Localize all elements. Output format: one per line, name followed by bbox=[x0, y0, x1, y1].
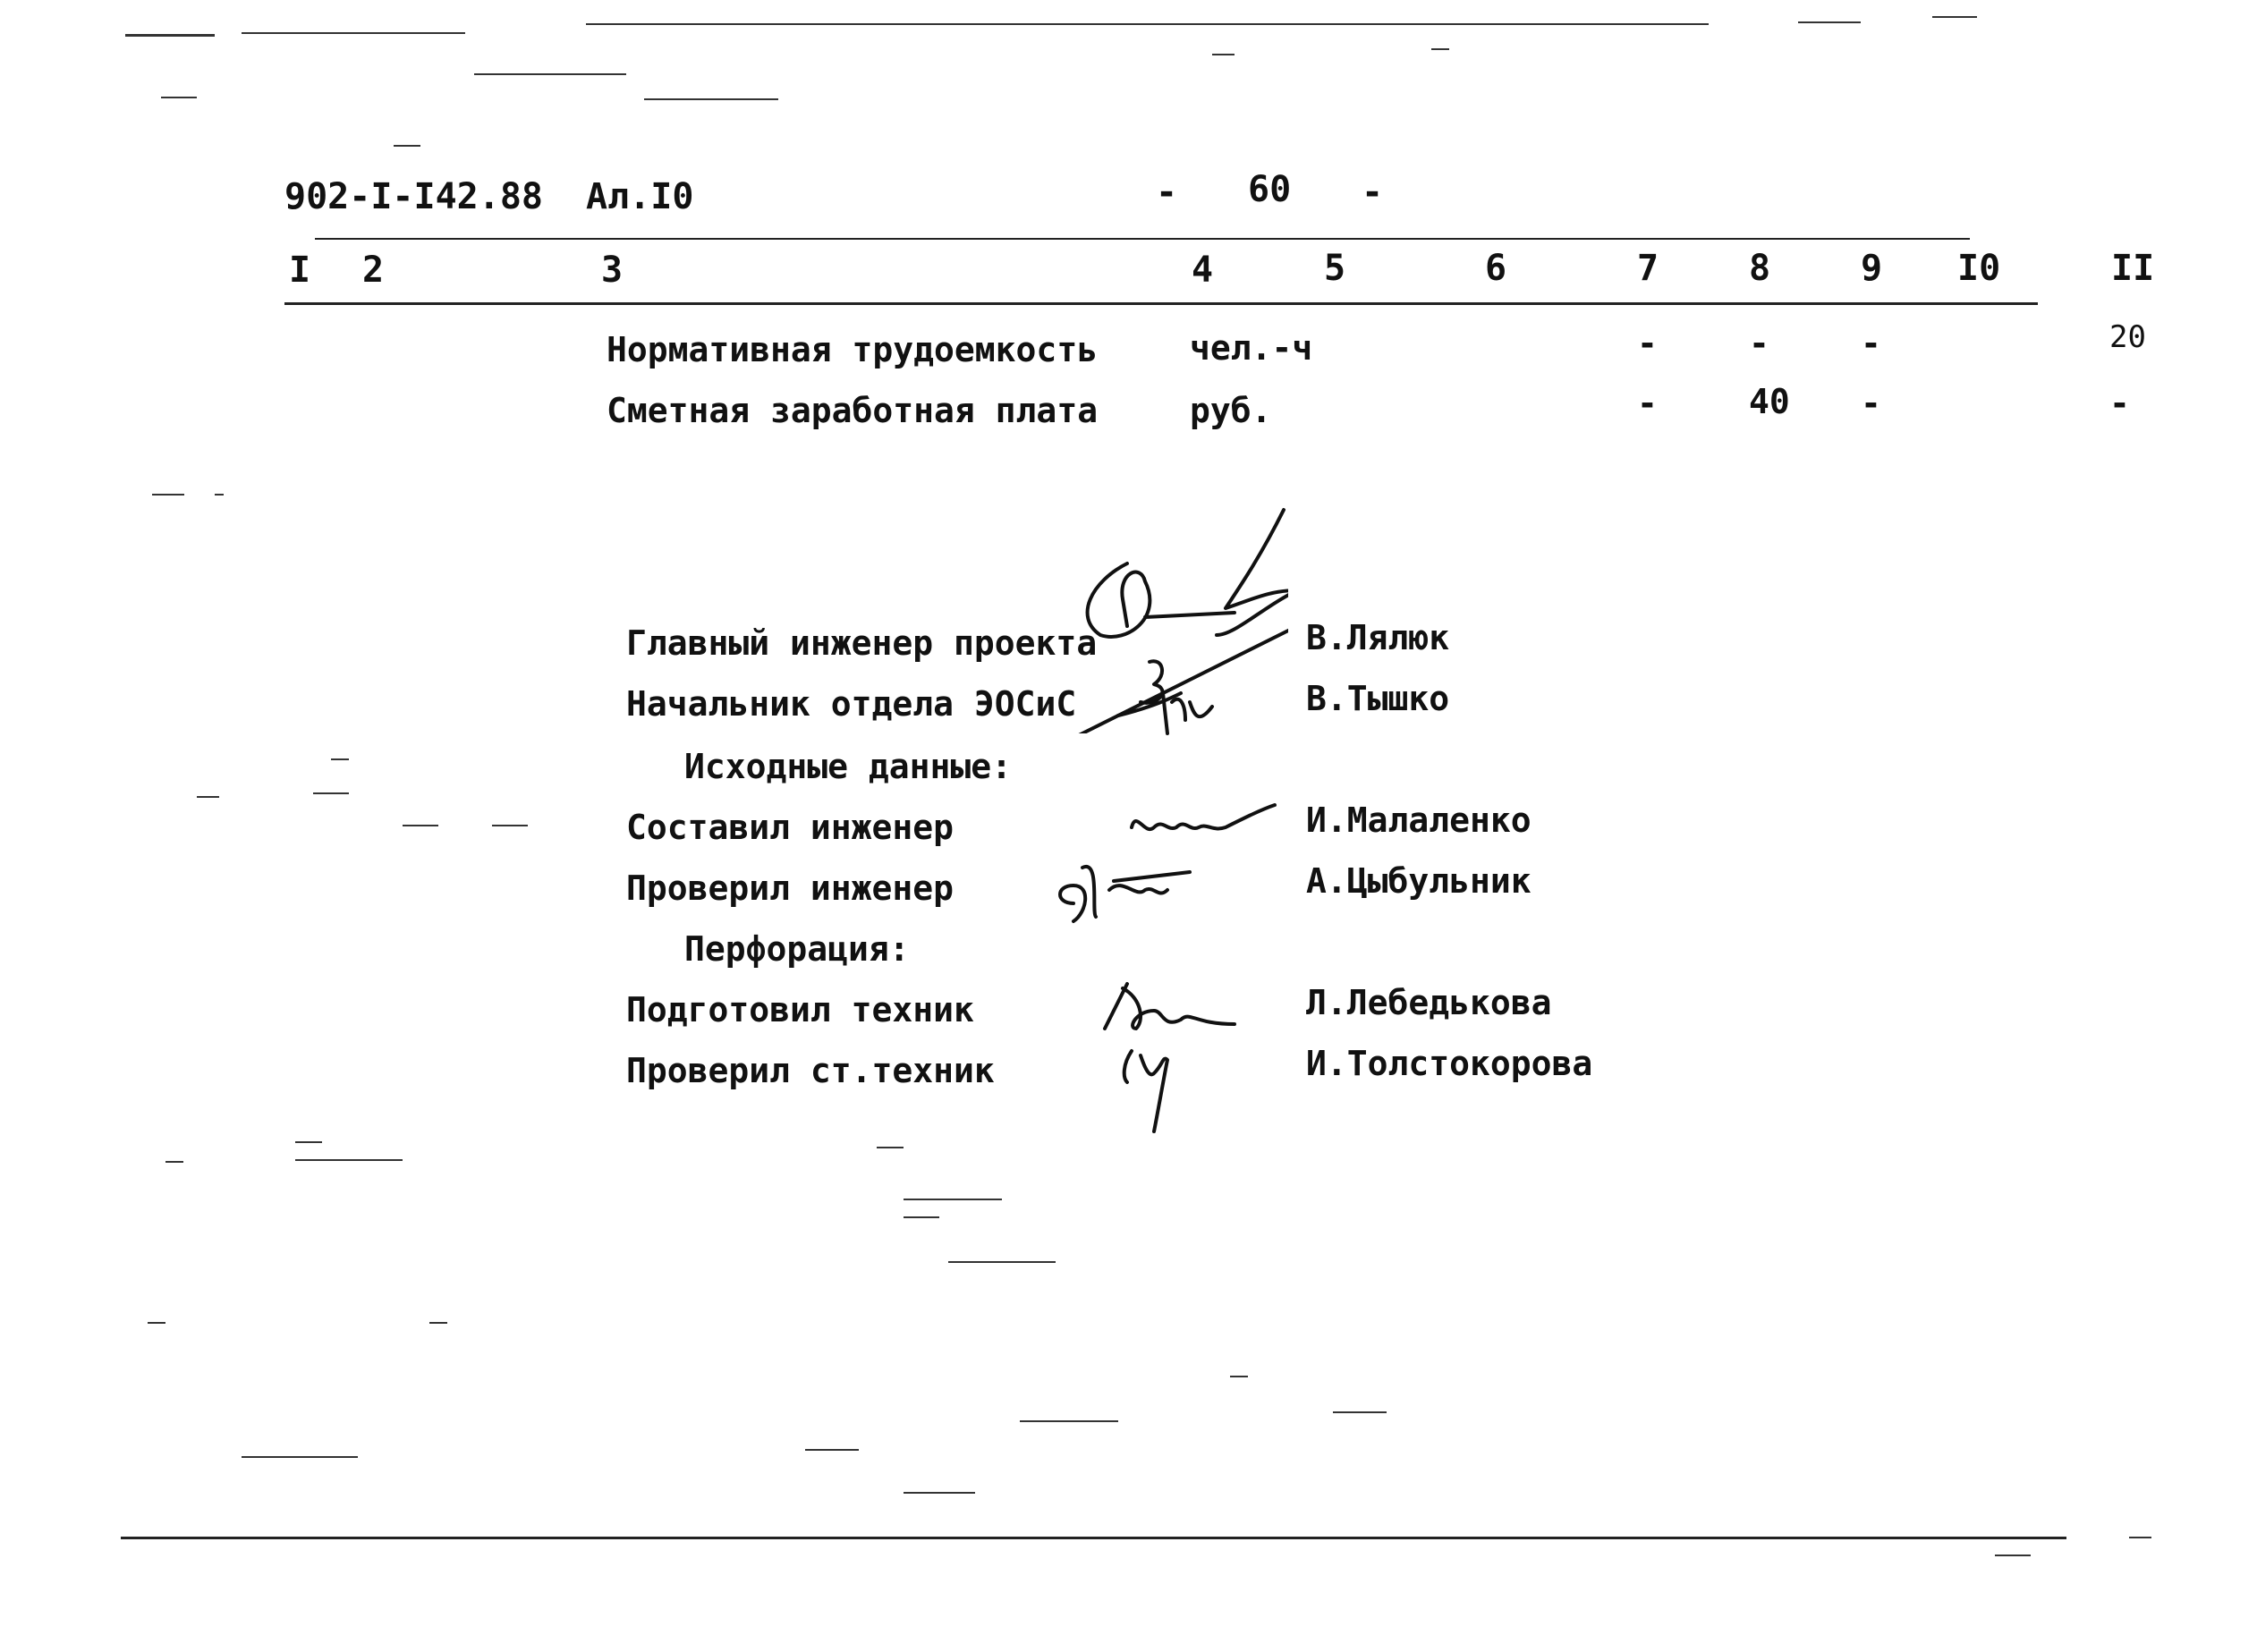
dept-head-name: В.Тышко bbox=[1306, 679, 1450, 718]
checked-senior-signature bbox=[1114, 1038, 1185, 1136]
compiled-signature bbox=[1127, 801, 1279, 854]
checked-label: Проверил инженер bbox=[626, 868, 955, 908]
prepared-name: Л.Лебедькова bbox=[1306, 983, 1552, 1022]
column-number: I bbox=[289, 250, 311, 291]
page-number: 60 bbox=[1248, 169, 1292, 210]
row-col9: - bbox=[1861, 384, 1881, 423]
checked-senior-label: Проверил ст.техник bbox=[626, 1051, 995, 1090]
page-dash-left: - bbox=[1156, 172, 1178, 213]
column-number: 7 bbox=[1637, 248, 1659, 289]
row-unit: чел.-ч bbox=[1190, 328, 1313, 368]
row-col8: - bbox=[1749, 324, 1769, 363]
chief-engineer-label: Главный инженер проекта bbox=[626, 623, 1098, 663]
checked-senior-name: И.Толстокорова bbox=[1306, 1044, 1593, 1083]
row-col7: - bbox=[1637, 384, 1658, 423]
document-code: 902-I-I42.88 bbox=[284, 176, 543, 217]
row-col11: - bbox=[2109, 384, 2130, 423]
perforation-heading: Перфорация: bbox=[684, 929, 910, 969]
column-number: 5 bbox=[1324, 248, 1346, 289]
initial-data-heading: Исходные данные: bbox=[684, 747, 1013, 786]
column-header-top-rule bbox=[315, 238, 1970, 240]
page-dash-right: - bbox=[1362, 172, 1384, 213]
checked-name: А.Цыбульник bbox=[1306, 861, 1532, 901]
column-number: II bbox=[2111, 248, 2155, 289]
column-number: 2 bbox=[362, 250, 385, 291]
column-number: 9 bbox=[1861, 248, 1883, 289]
checked-signature bbox=[1047, 850, 1199, 930]
row-col7: - bbox=[1637, 324, 1658, 363]
chief-engineer-name: В.Лялюк bbox=[1306, 618, 1450, 657]
row-col9: - bbox=[1861, 324, 1881, 363]
row-unit: руб. bbox=[1190, 391, 1272, 430]
row-name: Нормативная трудоемкость bbox=[607, 330, 1099, 369]
row-col8: 40 bbox=[1749, 382, 1790, 421]
row-col11: 20 bbox=[2109, 319, 2146, 355]
column-number: 3 bbox=[601, 250, 624, 291]
dept-head-label: Начальник отдела ЭОСиС bbox=[626, 684, 1077, 724]
prepared-label: Подготовил техник bbox=[626, 990, 974, 1029]
prepared-signature bbox=[1100, 975, 1243, 1038]
column-number: 4 bbox=[1192, 250, 1214, 291]
column-number: 8 bbox=[1749, 248, 1771, 289]
column-number: I0 bbox=[1957, 248, 2001, 289]
compiled-label: Составил инженер bbox=[626, 808, 955, 847]
sheet-number: Ал.I0 bbox=[586, 176, 694, 217]
column-number: 6 bbox=[1485, 248, 1507, 289]
bottom-page-rule bbox=[121, 1537, 2066, 1539]
row-name: Сметная заработная плата bbox=[607, 391, 1099, 430]
compiled-name: И.Малаленко bbox=[1306, 801, 1532, 840]
column-header-bottom-rule bbox=[284, 302, 2038, 305]
dept-head-signature bbox=[1100, 653, 1243, 751]
